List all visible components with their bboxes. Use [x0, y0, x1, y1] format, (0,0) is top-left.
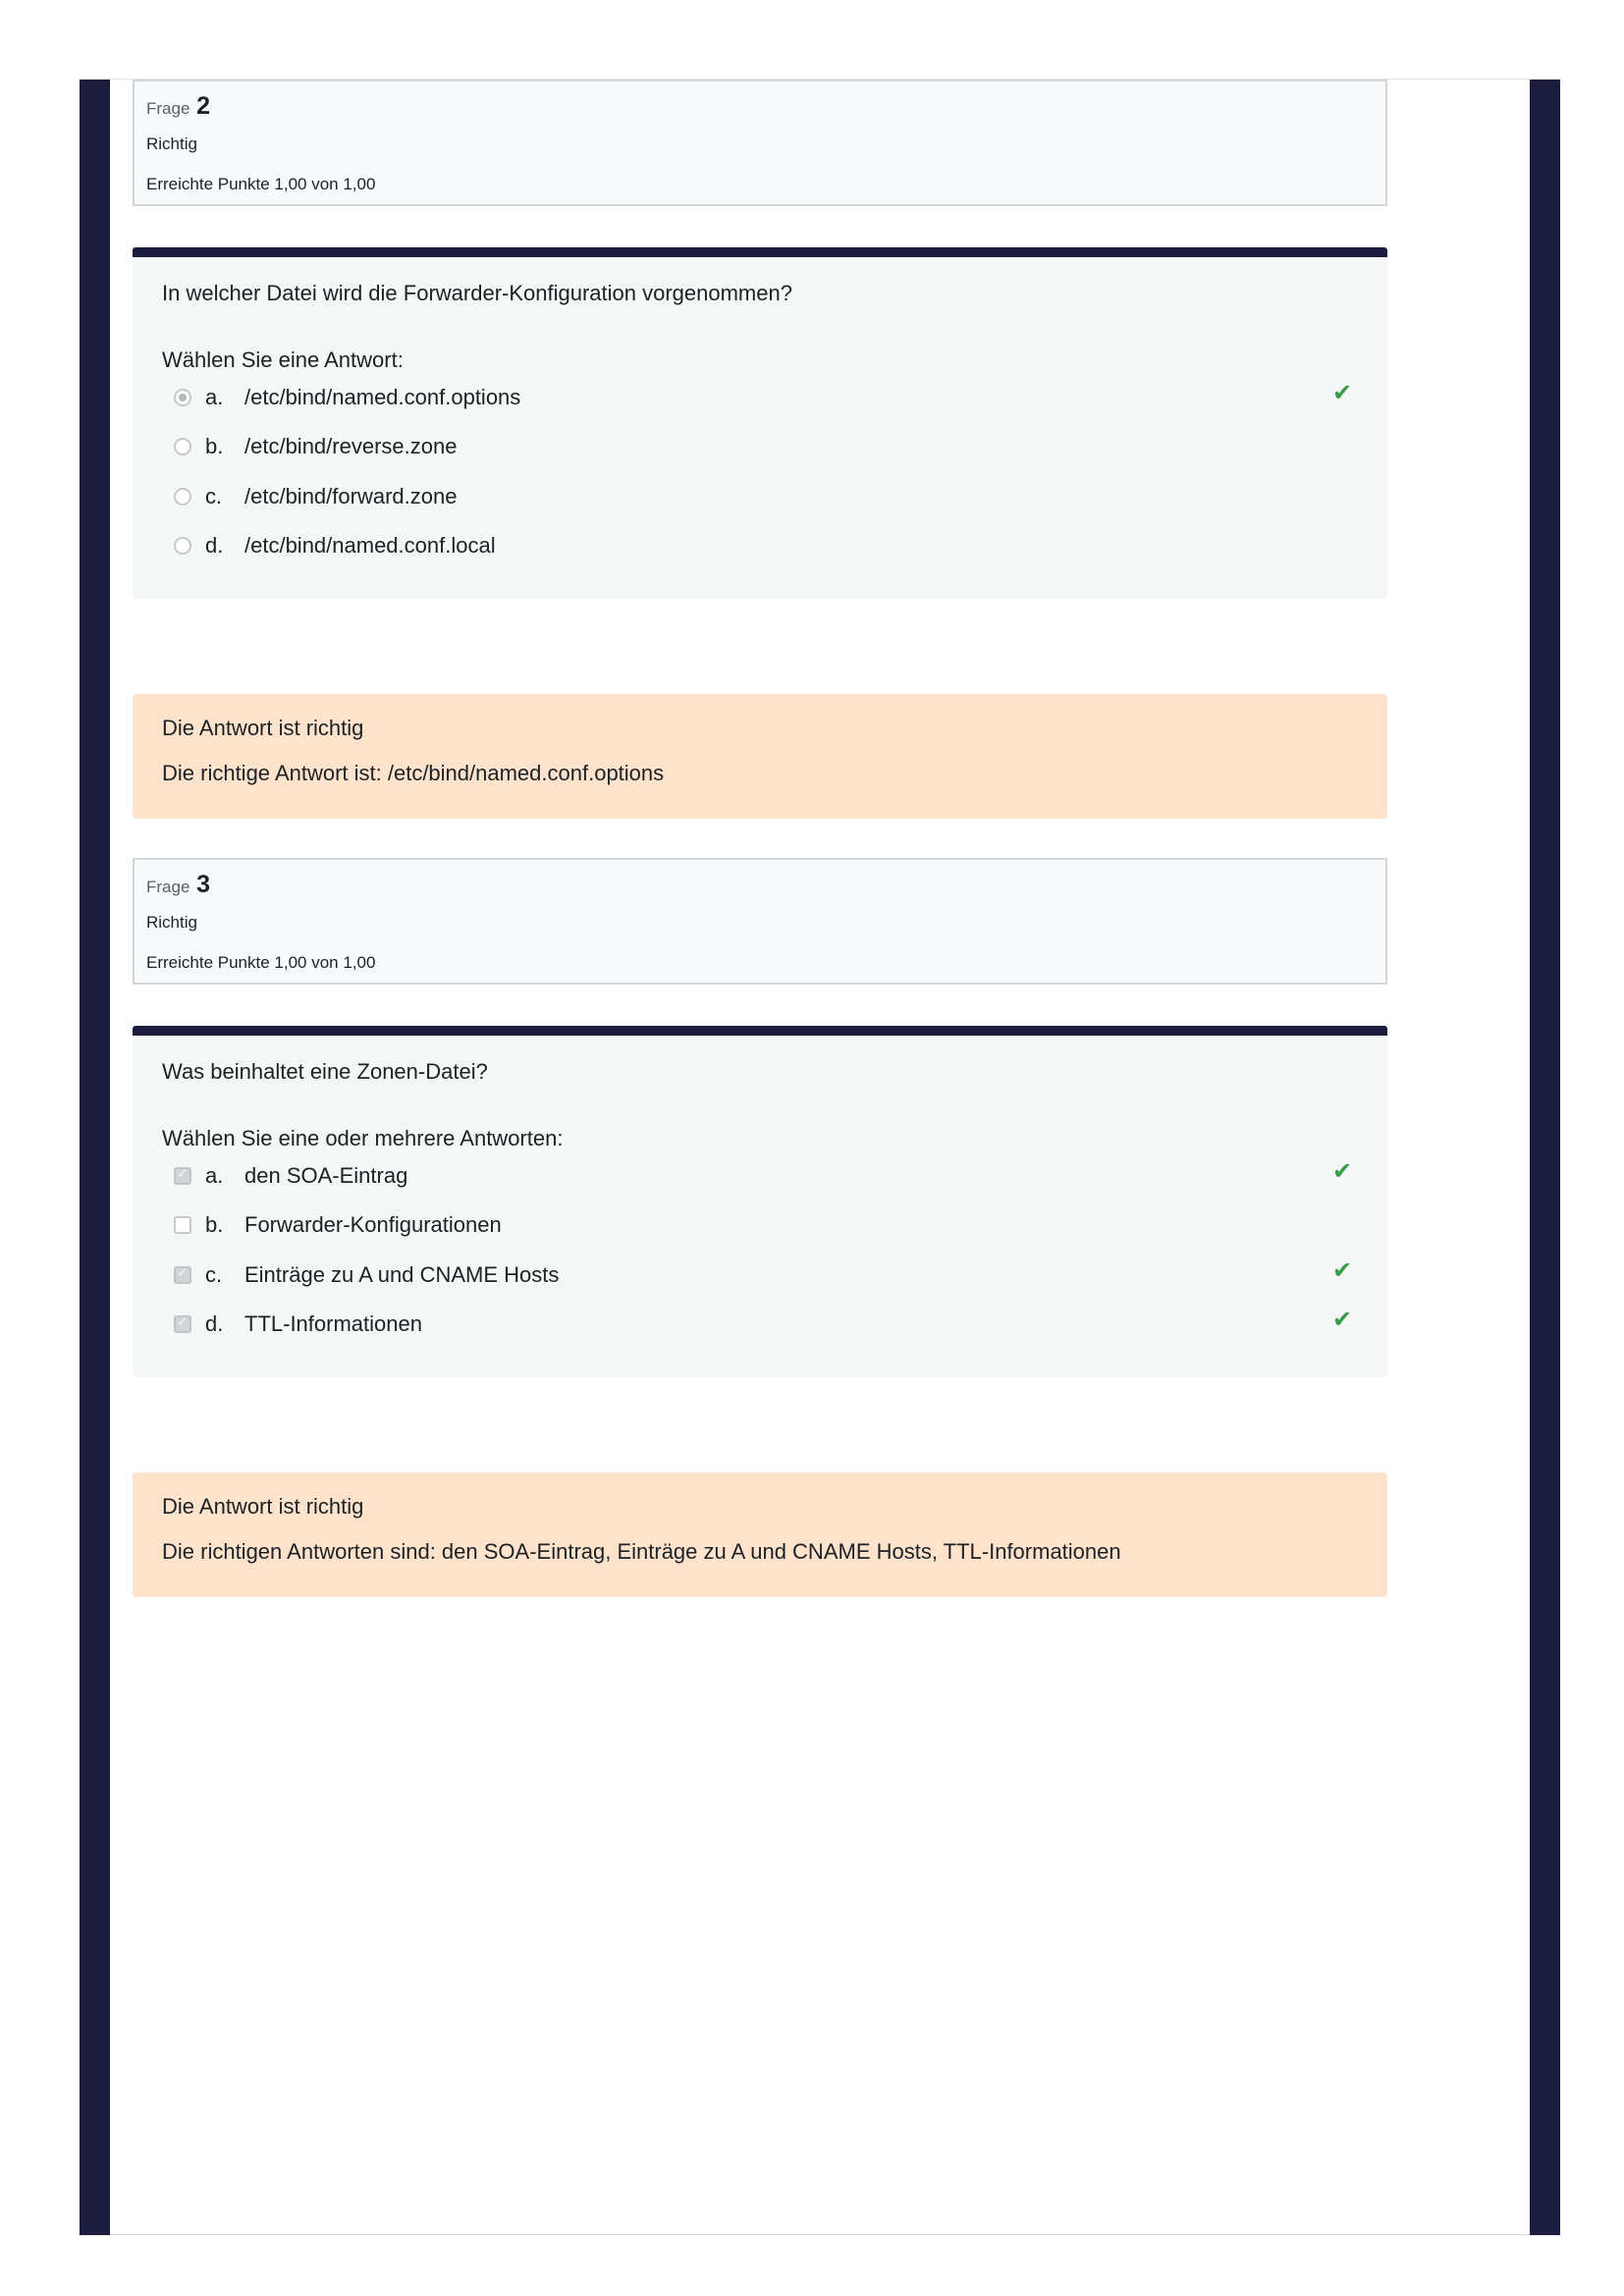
answer-option-d[interactable] [174, 1306, 1353, 1341]
answer-option-b[interactable] [174, 1212, 1352, 1242]
check-icon: ✔ [1332, 379, 1353, 406]
page-bottom-border [110, 2234, 1530, 2235]
feedback-panel-3 [133, 1472, 1387, 1597]
answer-letter: a. [205, 385, 224, 409]
checkbox[interactable] [174, 1167, 191, 1185]
question-text: In welcher Datei wird die Forwarder-Konfiguration vorgenommen? [162, 281, 792, 305]
feedback-status: Die Antwort ist richtig [162, 716, 364, 740]
check-icon: ✔ [1332, 1306, 1353, 1333]
question-number-value: 3 [196, 871, 211, 898]
answer-option-c[interactable] [174, 484, 1352, 513]
question-number [146, 871, 210, 899]
answer-option-d[interactable] [174, 533, 1352, 562]
answer-text: /etc/bind/named.conf.local [244, 533, 496, 558]
question-info-3 [133, 858, 1387, 985]
feedback-right-answer: Die richtige Antwort ist: /etc/bind/named.conf.options [162, 761, 665, 785]
question-formulation-3 [133, 1026, 1387, 1377]
question-state: Richtig [146, 134, 197, 153]
answer-option-a[interactable] [174, 1157, 1353, 1193]
radio-button[interactable] [174, 389, 191, 406]
answer-prompt: Wählen Sie eine oder mehrere Antworten: [162, 1126, 564, 1150]
answer-text: /etc/bind/reverse.zone [244, 434, 458, 458]
radio-button[interactable] [174, 438, 191, 455]
question-formulation-2 [133, 247, 1387, 599]
check-icon: ✔ [1332, 1157, 1353, 1185]
checkbox[interactable] [174, 1266, 191, 1284]
question-grade: Erreichte Punkte 1,00 von 1,00 [146, 953, 376, 972]
left-frame-bar [80, 80, 110, 2235]
check-icon: ✔ [1332, 1256, 1353, 1284]
checkbox[interactable] [174, 1216, 191, 1234]
feedback-status: Die Antwort ist richtig [162, 1494, 364, 1519]
question-text: Was beinhaltet eine Zonen-Datei? [162, 1059, 488, 1084]
question-info-2 [133, 80, 1387, 206]
question-state: Richtig [146, 913, 197, 932]
answer-letter: b. [205, 434, 224, 458]
right-frame-bar [1530, 80, 1560, 2235]
question-number [146, 92, 210, 121]
answer-text: den SOA-Eintrag [244, 1163, 408, 1188]
answer-text: Forwarder-Konfigurationen [244, 1212, 502, 1237]
question-number-value: 2 [196, 92, 211, 120]
answer-text: /etc/bind/named.conf.options [244, 385, 521, 409]
answer-text: TTL-Informationen [244, 1311, 422, 1336]
answer-option-c[interactable] [174, 1256, 1353, 1292]
answer-letter: d. [205, 533, 224, 558]
feedback-right-answer: Die richtigen Antworten sind: den SOA-Eintrag, Einträge zu A und CNAME Hosts, TTL-Informationen [162, 1539, 1121, 1564]
answer-option-b[interactable] [174, 434, 1352, 463]
answer-letter: c. [205, 1262, 223, 1287]
answer-option-a[interactable] [174, 379, 1353, 414]
radio-button[interactable] [174, 537, 191, 555]
answer-text: Einträge zu A und CNAME Hosts [244, 1262, 560, 1287]
answer-letter: a. [205, 1163, 224, 1188]
question-label: Frage [146, 878, 190, 896]
question-grade: Erreichte Punkte 1,00 von 1,00 [146, 175, 376, 193]
answer-text: /etc/bind/forward.zone [244, 484, 458, 508]
answer-prompt: Wählen Sie eine Antwort: [162, 347, 404, 372]
question-label: Frage [146, 99, 190, 118]
radio-button[interactable] [174, 488, 191, 506]
answer-letter: d. [205, 1311, 224, 1336]
answer-letter: c. [205, 484, 223, 508]
checkbox[interactable] [174, 1315, 191, 1333]
answer-letter: b. [205, 1212, 224, 1237]
feedback-panel-2 [133, 694, 1387, 819]
